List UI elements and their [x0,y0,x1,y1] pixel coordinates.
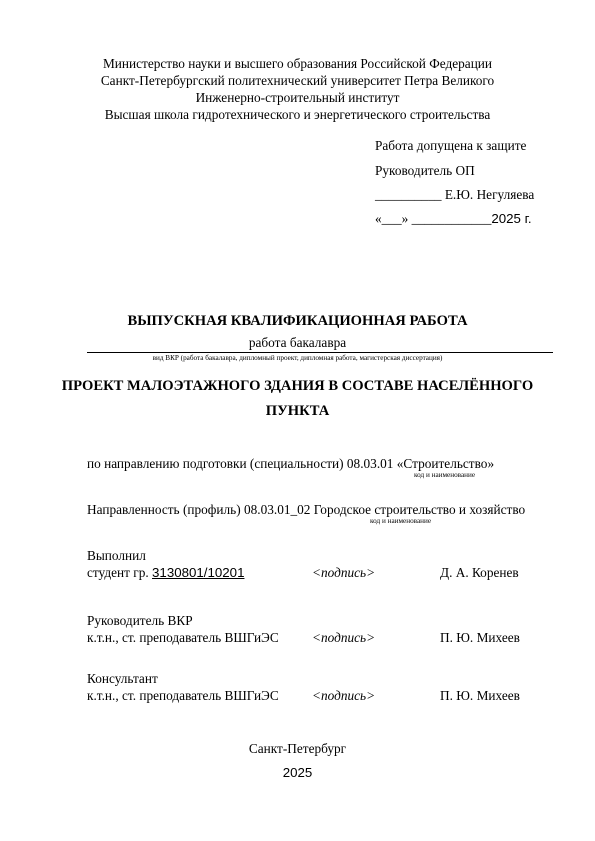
approval-date-day: «___» [375,211,409,226]
signatory-position-consultant: к.т.н., ст. преподаватель ВШГиЭС [87,688,279,703]
footer-city: Санкт-Петербург [248,741,347,756]
topic-line-2: ПУНКТА [265,403,330,419]
signatory-role-supervisor: Руководитель ВКР [87,613,193,628]
university-line: Санкт-Петербургский политехнический университет Петра Великого [100,73,495,88]
direction-text: по направлению подготовки (специальности) 08.03.01 «Строительство» [87,456,495,471]
signatory-name-consultant: П. Ю. Михеев [440,688,520,703]
approval-sign-name: Е.Ю. Негуляева [444,187,535,202]
ministry-line: Министерство науки и высшего образования Российской Федерации [102,56,493,71]
signatory-name-supervisor: П. Ю. Михеев [440,630,520,645]
signatory-role-author: Выполнил [87,548,146,563]
approval-head: Руководитель ОП [375,163,475,178]
work-type: работа бакалавра [248,335,347,350]
profile-caption: код и наименование [370,517,432,525]
signature-placeholder-author: <подпись> [312,565,376,580]
signatory-name-author: Д. А. Коренев [440,565,519,580]
topic-line-1: ПРОЕКТ МАЛОЭТАЖНОГО ЗДАНИЯ В СОСТАВЕ НАСЕЛЁННОГО [61,378,534,394]
approval-date-blank: ____________ [411,211,492,226]
approval-date-line [375,211,532,227]
work-type-underline [87,352,553,353]
work-type-caption: вид ВКР (работа бакалавра, дипломный проект, дипломная работа, магистерская диссертация) [152,354,443,362]
signature-placeholder-consultant: <подпись> [312,688,376,703]
profile-text: Направленность (профиль) 08.03.01_02 Городское строительство и хозяйство [87,502,526,517]
direction-caption: код и наименование [414,471,476,479]
approval-date-year: 2025 г. [491,211,532,226]
author-group: 3130801/10201 [152,565,245,580]
signature-placeholder-supervisor: <подпись> [312,630,376,645]
signatory-role-consultant: Консультант [87,671,158,686]
author-position-prefix: студент гр. [87,565,153,580]
footer-year: 2025 [282,765,313,780]
approval-sign-blank: __________ [375,187,442,202]
institute-line: Инженерно-строительный институт [195,90,400,105]
work-title: ВЫПУСКНАЯ КВАЛИФИКАЦИОННАЯ РАБОТА [127,313,468,329]
approval-signature-line [375,187,534,203]
signatory-position-supervisor: к.т.н., ст. преподаватель ВШГиЭС [87,630,279,645]
signatory-position-author [87,565,244,581]
approval-admitted: Работа допущена к защите [375,138,527,153]
school-line: Высшая школа гидротехнического и энергетического строительства [104,107,491,122]
